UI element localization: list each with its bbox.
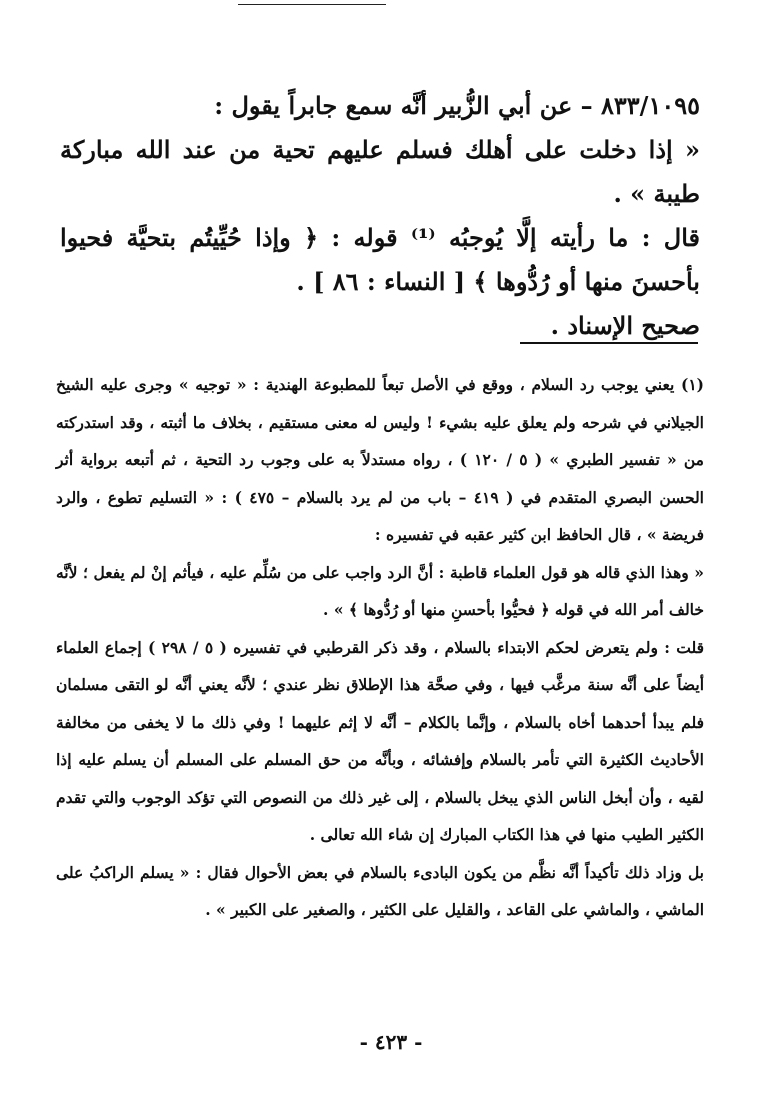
hadith-commentary: قال : ما رأيته إلَّا يُوجبُه ⁽¹⁾ قوله : ﴿ وإذا حُيِّيتُم بتحيَّة فحيوا بأحسنَ منها أو رُدُّوها ﴾ [ النساء : ٨٦ ] . bbox=[60, 223, 700, 296]
main-text bbox=[60, 84, 700, 348]
page-number: - ٤٢٣ - bbox=[359, 1030, 423, 1054]
top-rule bbox=[238, 4, 386, 5]
hadith-line: ٨٣٣/١٠٩٥ – عن أبي الزُّبير أنَّه سمع جابراً يقول : bbox=[214, 91, 700, 120]
footnotes bbox=[56, 366, 704, 929]
hadith-grading: صحيح الإسناد . bbox=[550, 311, 700, 340]
footnote-paragraph-1: (١) يعني يوجب رد السلام ، ووقع في الأصل تبعاً للمطبوعة الهندية : « توجيه » وجرى عليه الشيخ الجيلاني في شرحه ولم يعلق عليه بشيء ! وليس له معنى مستقيم ، بخلاف ما أثبته ، وقد استدركته من « تفسير الطبري » ( ٥ / ١٢٠ ) ، رواه مستدلاً به على وجوب رد التحية ، ثم أتبعه برواية أثر الحسن البصري المتقدم في ( ٤١٩ – باب من لم يرد بالسلام – ٤٧٥ ) : « التسليم تطوع ، والرد فريضة » ، قال الحافظ ابن كثير عقبه في تفسيره : bbox=[56, 375, 704, 544]
footnote-separator bbox=[520, 342, 698, 344]
footnote-paragraph-4: بل وزاد ذلك تأكيداً أنَّه نظَّم من يكون البادىء بالسلام في بعض الأحوال فقال : « يسلم الراكبُ على الماشي ، والماشي على القاعد ، والقليل على الكثير ، والصغير على الكبير » . bbox=[56, 862, 704, 919]
footnote-paragraph-2: « وهذا الذي قاله هو قول العلماء قاطبة : أنَّ الرد واجب على من سُلِّم عليه ، فيأثم إنْ لم يفعل ؛ لأنَّه خالف أمر الله في قوله ﴿ فحيُّوا بأحسنِ منها أو رُدُّوها ﴾ » . bbox=[56, 562, 704, 619]
hadith-quote: « إذا دخلت على أهلك فسلم عليهم تحية من عند الله مباركة طيبة » . bbox=[60, 135, 700, 208]
footnote-paragraph-3: قلت : ولم يتعرض لحكم الابتداء بالسلام ، وقد ذكر القرطبي في تفسيره ( ٥ / ٢٩٨ ) إجماع العلماء أيضاً على أنَّه سنة مرغَّب فيها ، وفي صحَّة هذا الإطلاق نظر عندي ؛ لأنَّه يعني أنَّه لو التقى مسلمان فلم يبدأ أحدهما أخاه بالسلام ، وإنَّما بالكلام – أنَّه لا إثم عليهما ! وفي ذلك ما لا يخفى من مخالفة الأحاديث الكثيرة التي تأمر بالسلام وإفشائه ، وبأنَّه من حق المسلم على المسلم أن يسلم عليه إذا لقيه ، وأن أبخل الناس الذي يبخل بالسلام ، إلى غير ذلك من النصوص التي تؤكد الوجوب والتي تقدم الكثير الطيب منها في هذا الكتاب المبارك إن شاء الله تعالى . bbox=[56, 637, 705, 844]
